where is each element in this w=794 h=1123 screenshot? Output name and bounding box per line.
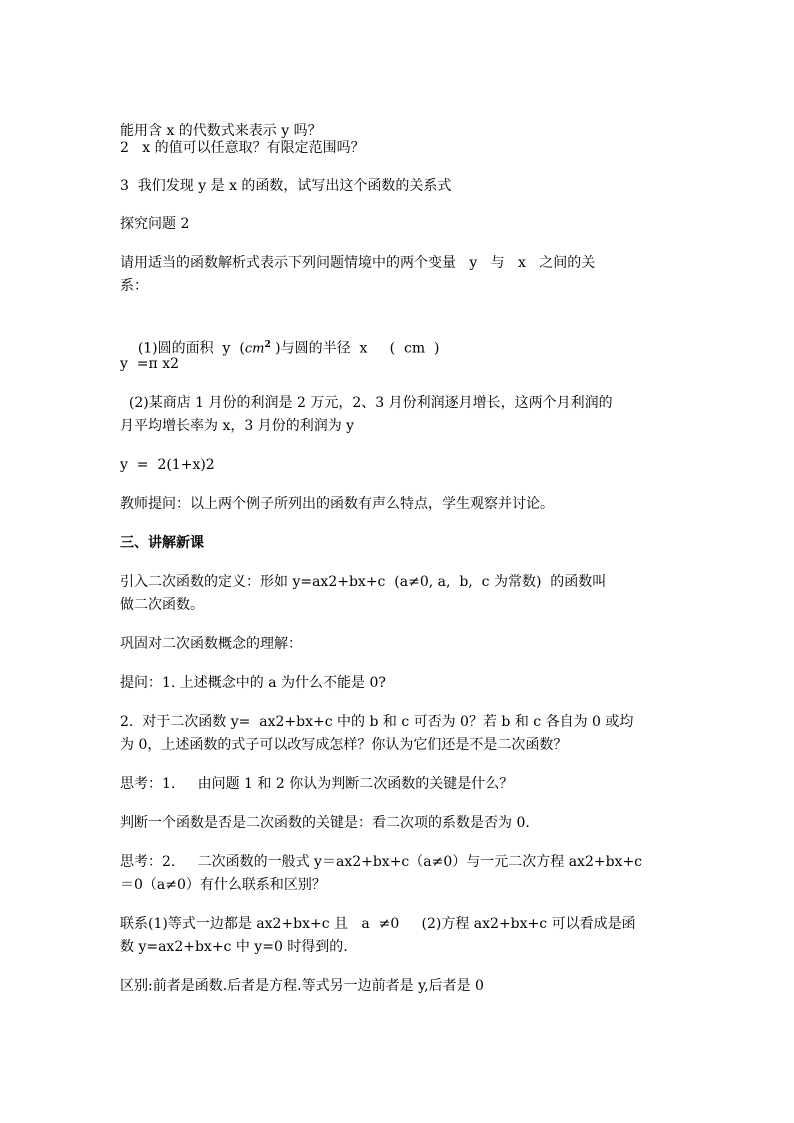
circle-area-prefix: (1)圆的面积 y (: [137, 340, 245, 357]
section-heading-new-lesson: 三、讲解新课: [120, 535, 204, 551]
think-1: 思考：1. 由问题 1 和 2 你认为判断二次函数的关键是什么？: [120, 776, 514, 792]
connection-line-1: 联系(1)等式一边都是 ax2+bx+c 且 a ≠0 (2)方程 ax2+bx+c 可以看成是函: [120, 916, 636, 932]
teacher-question: 教师提问：以上两个例子所列出的函数有声么特点，学生观察并讨论。: [120, 496, 554, 512]
explore-prompt-line-1: 请用适当的函数解析式表示下列问题情境中的两个变量 y 与 x 之间的关: [120, 255, 596, 271]
explore-prompt-line-2: 系：: [120, 278, 148, 294]
question-a-not-zero: 提问：1. 上述概念中的 a 为什么不能是 0?: [120, 675, 386, 691]
connection-line-2: 数 y=ax2+bx+c 中 y=0 时得到的.: [120, 939, 348, 955]
formula-circle-area: y =π x2: [120, 356, 179, 372]
formula-profit: y = 2(1+x)2: [120, 457, 215, 473]
question-line-2: 2 x 的值可以任意取？有限定范围吗？: [120, 140, 365, 156]
circle-area-suffix: )与圆的半径 x ( cm ): [270, 340, 440, 357]
profit-item-line-1: (2)某商店 1 月份的利润是 2 万元，2、3 月份利润逐月增长，这两个月利润的: [120, 395, 613, 411]
consolidate-heading: 巩固对二次函数概念的理解：: [120, 636, 302, 652]
unit-cm-math: cm: [244, 341, 265, 357]
question-b-c-line-2: 为 0，上述函数的式子可以改写成怎样？你认为它们还是不是二次函数？: [120, 737, 568, 753]
section-explore-2: 探究问题 2: [120, 216, 190, 232]
question-b-c-line-1: 2. 对于二次函数 y= ax2+bx+c 中的 b 和 c 可否为 0？若 b 和 c 各自为 0 或均: [120, 714, 634, 730]
difference-line: 区别:前者是函数.后者是方程.等式另一边前者是 y,后者是 0: [120, 978, 484, 994]
question-line-1: 能用含 x 的代数式来表示 y 吗？: [120, 123, 322, 139]
think-2-line-1: 思考：2. 二次函数的一般式 y＝ax2+bx+c（a≠0）与一元二次方程 ax2+bx+c: [120, 854, 643, 870]
definition-line-1: 引入二次函数的定义：形如 y=ax2+bx+c (a≠0, a, b, c 为常数) 的函数叫: [120, 574, 607, 590]
definition-line-2: 做二次函数。: [120, 597, 204, 613]
think-2-line-2: ＝0（a≠0）有什么联系和区别？: [120, 877, 326, 893]
unit-superscript: 2: [264, 340, 271, 350]
profit-item-line-2: 月平均增长率为 x，3 月份的利润为 y: [120, 418, 355, 434]
question-line-3: 3 我们发现 y 是 x 的函数，试写出这个函数的关系式: [120, 178, 452, 194]
key-judgement: 判断一个函数是否是二次函数的关键是：看二次项的系数是否为 0.: [120, 815, 530, 831]
